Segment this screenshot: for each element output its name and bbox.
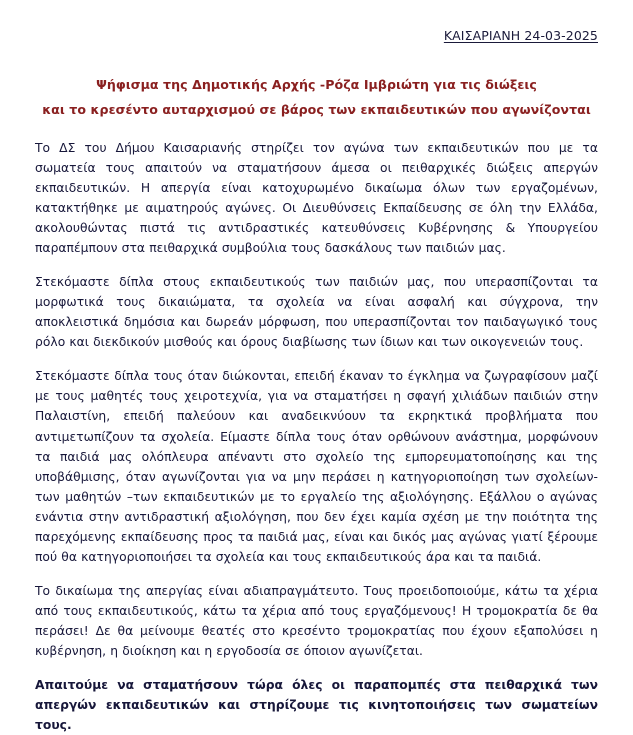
paragraph-2: Στεκόμαστε δίπλα στους εκπαιδευτικούς των παιδιών μας, που υπερασπίζονται τα μορφωτικά τους δικαιώματα, τα σχολεία να είναι ασφαλή και σύγχρονα, την αποκλειστικά δημόσια και δωρεάν μόρφωση, που υπερασπίζονται τον παιδαγωγικό τους ρόλο και διεκδικούν μισθούς και όρους διαβίωσης των ίδιων και των οικογενειών τους.: [35, 275, 598, 350]
document-body: [35, 138, 598, 735]
paragraph-4: Το δικαίωμα της απεργίας είναι αδιαπραγμάτευτο. Τους προειδοποιούμε, κάτω τα χέρια από τους εκπαιδευτικούς, κάτω τα χέρια από τους εργαζόμενους! Η τρομοκρατία δε θα περάσει! Δε θα μείνουμε θεατές στο κρεσέντο τρομοκρατίας που έχουν εξαπολύσει η κυβέρνηση, η διοίκηση και η εργοδοσία σε όποιον αγωνίζεται.: [35, 583, 598, 658]
paragraph-3: Στεκόμαστε δίπλα τους όταν διώκονται, επειδή έκαναν το έγκλημα να ζωγραφίσουν μαζί με τους μαθητές τους χειροτεχνία, για να σταματήσει η σφαγή χιλιάδων παιδιών στην Παλαιστίνη, επειδή παλεύουν και αναδεικνύουν τα εκρηκτικά προβλήματα που αντιμετωπίζουν τα σχολεία. Είμαστε δίπλα τους όταν ορθώνουν ανάστημα, μορφώνουν τα παιδιά μας ολόπλευρα απέναντι στο σχολείο της εμπορευματοποίησης και της υποβάθμισης, όταν αγωνίζονται για να μην περάσει η κατηγοριοποίηση των σχολείων-των μαθητών –των εκπαιδευτικών με το εργαλείο της αξιολόγησης. Εξάλλου ο αγώνας ενάντια στην αντιδραστική αξιολόγηση, που δεν έχει καμία σχέση με την ποιότητα της παρεχόμενης εκπαίδευσης προς τα παιδιά μας, είναι και δικός μας αγώνας γιατί ξέρουμε πού θα κατηγοριοποιήσει τα σχολεία και τους εκπαιδευτικούς άρα και τα παιδιά.: [35, 369, 598, 564]
document-header: [35, 0, 598, 43]
document-title: [35, 73, 598, 122]
paragraph-1: Το ΔΣ του Δήμου Καισαριανής στηρίζει τον αγώνα των εκπαιδευτικών που με τα σωματεία τους απαιτούν να σταματήσουν άμεσα οι πειθαρχικές διώξεις απεργών εκπαιδευτικών. Η απεργία είναι κατοχυρωμένο δικαίωμα όλων των εργαζομένων, κατακτήθηκε με αιματηρούς αγώνες. Οι Διευθύνσεις Εκπαίδευσης σε όλη την Ελλάδα, ακολουθώντας πιστά τις αντιδραστικές κατευθύνσεις Κυβέρνησης & Υπουργείου παραπέμπουν στα πειθαρχικά συμβούλια τους δασκάλους των παιδιών μας.: [35, 141, 598, 256]
closing-paragraph: Απαιτούμε να σταματήσουν τώρα όλες οι παραπομπές στα πειθαρχικά των απεργών εκπαιδευτικών και στηρίζουμε τις κινητοποιήσεις των σωματείων τους.: [35, 677, 598, 732]
title-line-2: και το κρεσέντο αυταρχισμού σε βάρος των εκπαιδευτικών που αγωνίζονται: [42, 101, 591, 117]
dateline: ΚΑΙΣΑΡΙΑΝΗ 24-03-2025: [443, 28, 598, 43]
title-line-1: Ψήφισμα της Δημοτικής Αρχής -Ρόζα Ιμβριώτη για τις διώξεις: [96, 77, 537, 92]
